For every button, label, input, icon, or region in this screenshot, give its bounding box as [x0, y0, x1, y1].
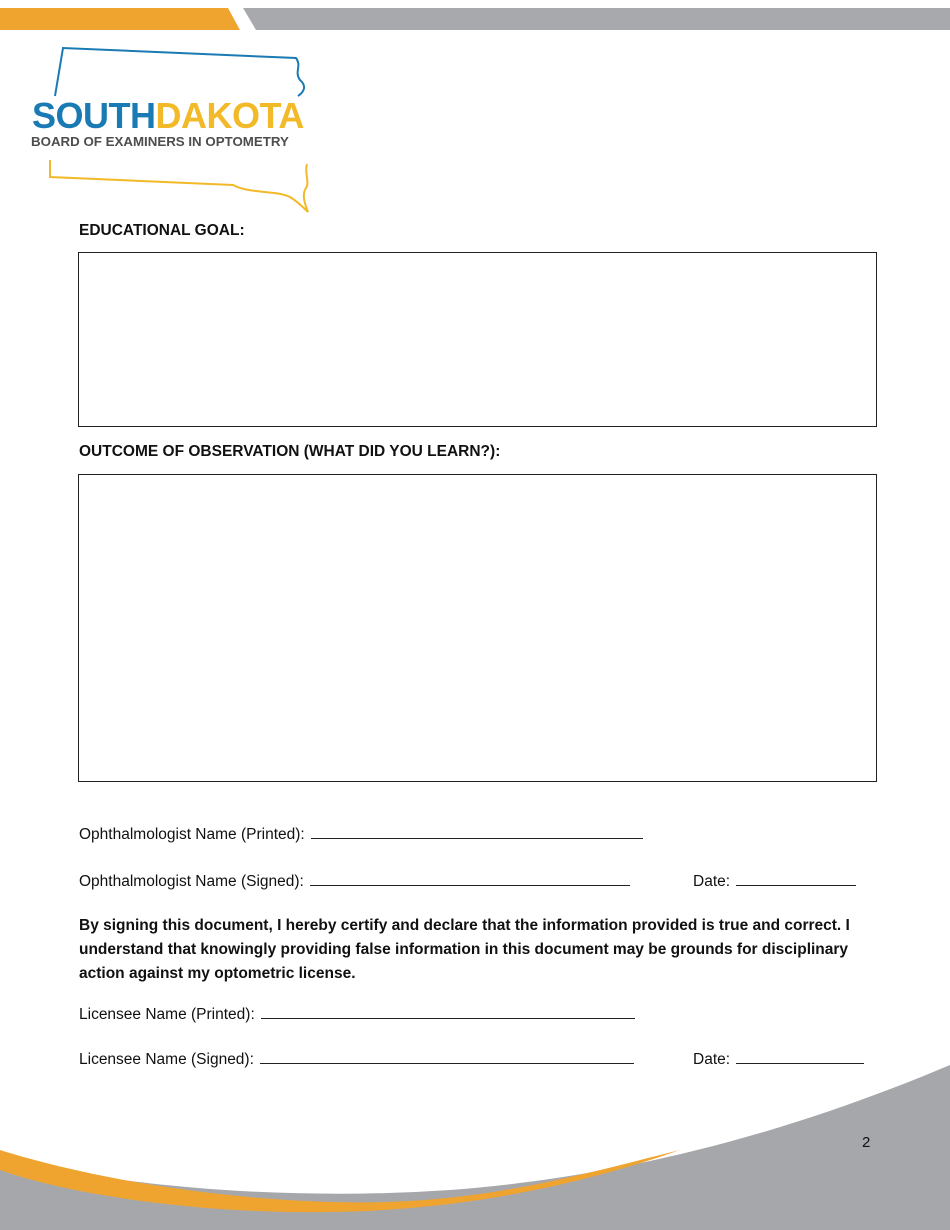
state-outline-bottom-icon: [50, 160, 308, 212]
licensee-printed-label: Licensee Name (Printed):: [79, 1006, 255, 1023]
state-outline-top-icon: [55, 48, 304, 96]
logo-subtitle: BOARD OF EXAMINERS IN OPTOMETRY: [31, 134, 289, 149]
ophthalmologist-signed-row: [79, 869, 630, 891]
page-number: 2: [862, 1134, 871, 1151]
ophthalmologist-signed-field[interactable]: [310, 869, 630, 886]
ophthalmologist-date-row: [693, 869, 856, 891]
svg-text:SOUTHDAKOTA: [32, 95, 304, 136]
outcome-heading: OUTCOME OF OBSERVATION (WHAT DID YOU LEARN?):: [79, 443, 501, 460]
licensee-printed-field[interactable]: [261, 1002, 635, 1019]
educational-goal-heading: EDUCATIONAL GOAL:: [79, 222, 245, 239]
footer-swoosh-gray: [0, 1065, 950, 1230]
outcome-box[interactable]: [78, 474, 877, 782]
certification-statement: By signing this document, I hereby certify and declare that the information provided is true and correct. I understand that knowingly providing false information in this document may be grounds for disciplinary action against my optometric license.: [79, 917, 850, 982]
ophthalmologist-printed-label: Ophthalmologist Name (Printed):: [79, 826, 305, 843]
header-band-gray: [243, 8, 950, 30]
ophthalmologist-signed-label: Ophthalmologist Name (Signed):: [79, 873, 304, 890]
logo-dakota: DAKOTA: [155, 95, 304, 136]
licensee-date-label: Date:: [693, 1051, 731, 1068]
logo-south: SOUTH: [32, 95, 156, 136]
header-band: [0, 0, 950, 30]
ophthalmologist-date-field[interactable]: [736, 869, 856, 886]
south-dakota-logo: [28, 44, 358, 216]
licensee-signed-label: Licensee Name (Signed):: [79, 1051, 254, 1068]
ophthalmologist-printed-field[interactable]: [311, 822, 643, 839]
footer-swoosh: [0, 1060, 950, 1230]
header-band-orange: [0, 8, 240, 30]
ophthalmologist-date-label: Date:: [693, 873, 731, 890]
licensee-printed-row: [79, 1002, 635, 1024]
educational-goal-box[interactable]: [78, 252, 877, 427]
ophthalmologist-printed-row: [79, 822, 643, 844]
